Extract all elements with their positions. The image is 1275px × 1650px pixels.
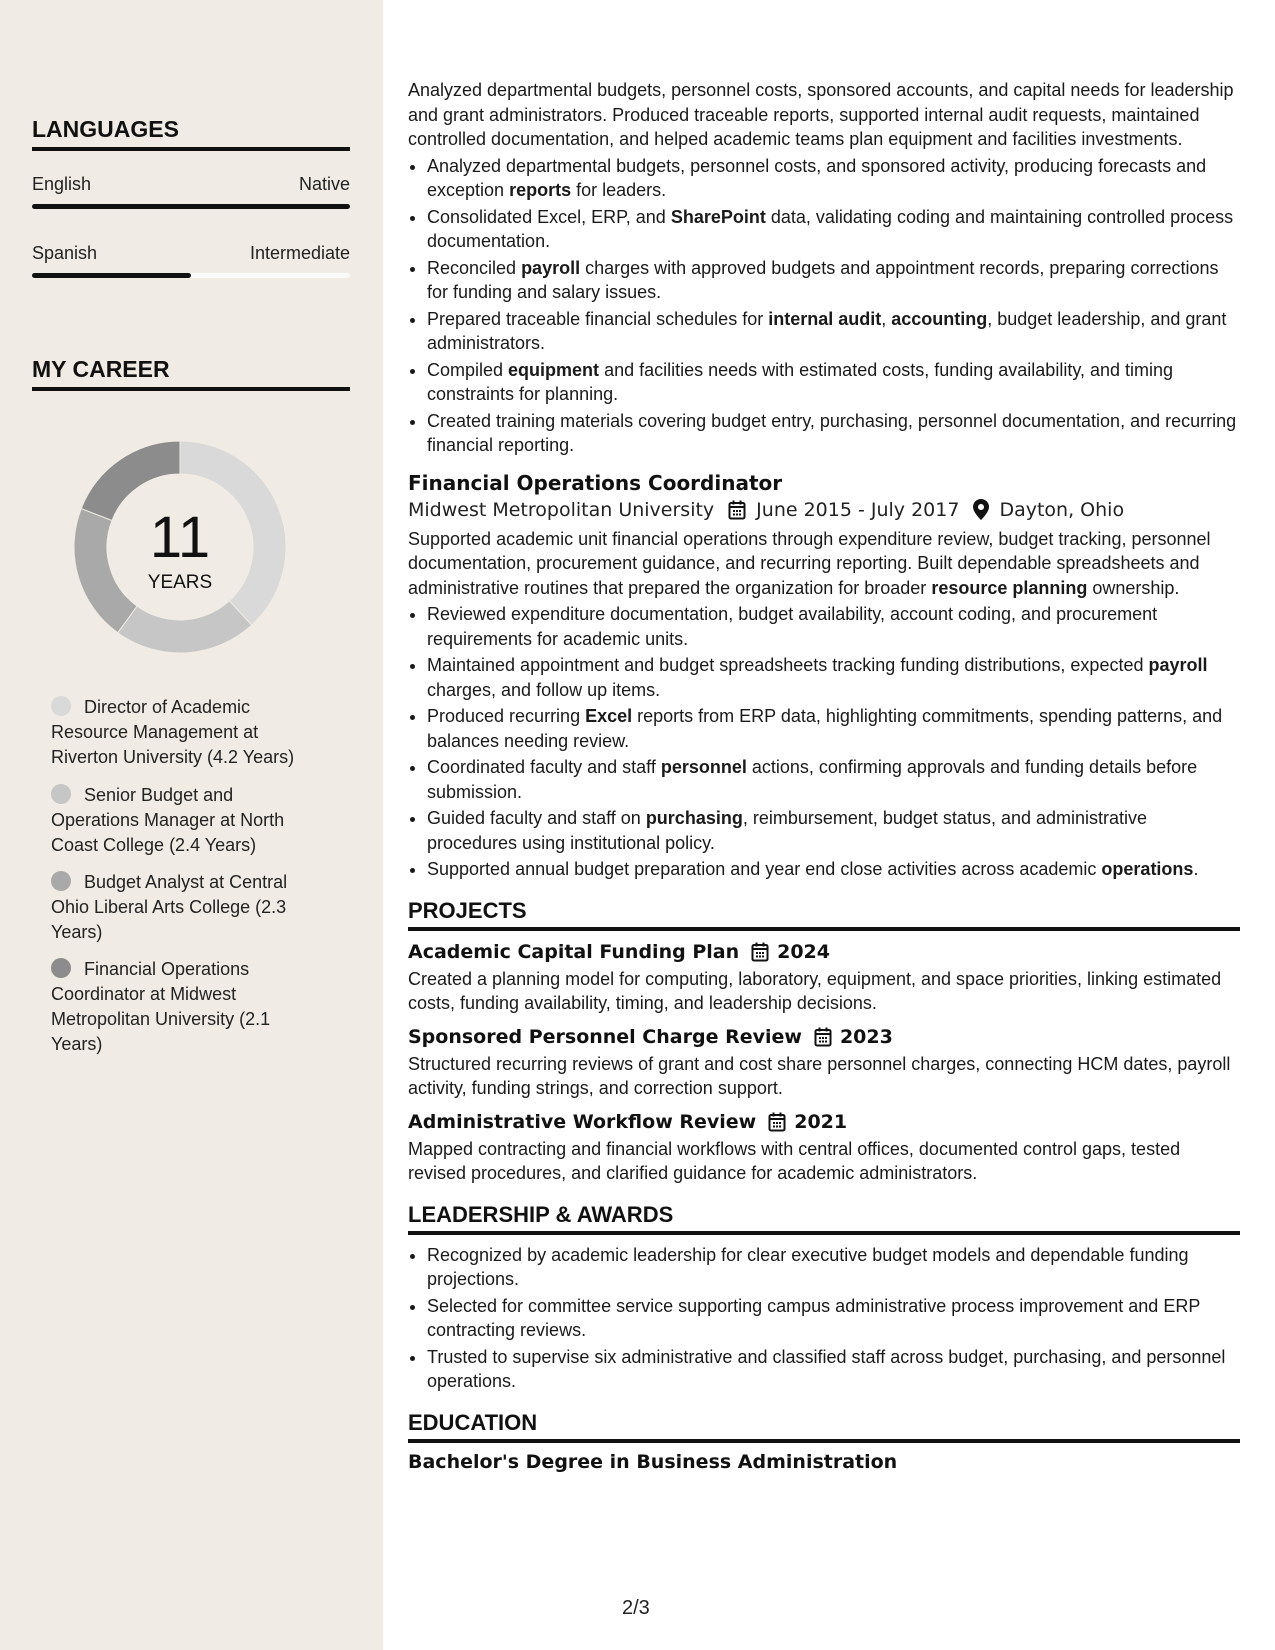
list-item: • Coordinated faculty and staff personnel actions, confirming approvals and funding details before submission. — [427, 755, 1240, 804]
language-bar-fill — [32, 204, 350, 209]
project-year: 2024 — [777, 940, 830, 963]
project-year: 2021 — [794, 1110, 848, 1133]
language-row-spanish — [32, 242, 350, 264]
career-legend-item — [51, 870, 311, 945]
job-location: Dayton, Ohio — [999, 498, 1125, 521]
list-item: • Consolidated Excel, ERP, and SharePoint data, validating coding and maintaining controlled process documentation. — [427, 205, 1240, 254]
legend-dot-icon — [51, 871, 71, 891]
career-donut-chart — [67, 434, 293, 660]
language-name: English — [32, 174, 92, 194]
leadership-heading: LEADERSHIP & AWARDS — [408, 1202, 1240, 1235]
language-level: Native — [298, 174, 350, 194]
donut-segment — [74, 509, 137, 633]
list-item: • Selected for committee service supporting campus administrative process improvement and ERP contracting reviews. — [427, 1294, 1240, 1343]
list-item: • Trusted to supervise six administrative and classified staff across budget, purchasing, and personnel operations. — [427, 1345, 1240, 1394]
education-degree: Bachelor's Degree in Business Administration — [408, 1450, 898, 1473]
donut-segment — [118, 601, 252, 653]
career-legend-item — [51, 957, 311, 1057]
list-item: • Reviewed expenditure documentation, budget availability, account coding, and procurement requirements for academic units. — [427, 602, 1240, 651]
project-description: Mapped contracting and financial workflows with central offices, documented control gaps, tested revised procedures, and clarified guidance for academic administrators. — [408, 1138, 1181, 1183]
leadership-bullets — [408, 1243, 1240, 1394]
education-heading: EDUCATION — [408, 1410, 1240, 1443]
career-legend-item — [51, 695, 311, 770]
calendar-icon — [728, 500, 746, 520]
legend-dot-icon — [51, 696, 71, 716]
project-heading — [408, 1111, 1240, 1133]
calendar-icon — [768, 1112, 786, 1132]
career-years-unit: YEARS — [147, 572, 213, 593]
language-row-english — [32, 173, 350, 195]
career-legend-item — [51, 783, 311, 858]
job-dates: June 2015 - July 2017 — [756, 498, 960, 521]
career-legend-label: Senior Budget and Operations Manager at North Coast College (2.4 Years) — [51, 785, 285, 855]
language-bar-fill — [32, 273, 191, 278]
calendar-icon — [814, 1027, 832, 1047]
project-name: Administrative Workflow Review — [408, 1110, 757, 1133]
career-total-years: 11 — [149, 505, 211, 570]
project-name: Sponsored Personnel Charge Review — [408, 1025, 802, 1048]
list-item: • Supported annual budget preparation and year end close activities across academic operations. — [427, 857, 1240, 882]
experience-bullets — [408, 154, 1240, 458]
languages-heading: LANGUAGES — [32, 117, 350, 151]
list-item: • Compiled equipment and facilities needs with estimated costs, funding availability, and timing constraints for planning. — [427, 358, 1240, 407]
language-level: Intermediate — [249, 243, 350, 263]
list-item: • Reconciled payroll charges with approved budgets and appointment records, preparing corrections for funding and salary issues. — [427, 256, 1240, 305]
legend-dot-icon — [51, 958, 71, 978]
location-pin-icon — [973, 499, 989, 520]
project-year: 2023 — [839, 1025, 893, 1048]
language-name: Spanish — [32, 243, 98, 263]
list-item: • Analyzed departmental budgets, personnel costs, and sponsored activity, producing forecasts and exception reports for leaders. — [427, 154, 1240, 203]
list-item: • Prepared traceable financial schedules for internal audit, accounting, budget leadership, and grant administrators. — [427, 307, 1240, 356]
project-name: Academic Capital Funding Plan — [408, 940, 740, 963]
project-description: Structured recurring reviews of grant and cost share personnel charges, connecting HCM dates, payroll activity, funding strings, and correction support. — [408, 1053, 1231, 1098]
project-description: Created a planning model for computing, laboratory, equipment, and space priorities, linking estimated costs, funding availability, timing, and leadership decisions. — [408, 968, 1222, 1013]
job-meta — [408, 499, 1240, 521]
job-title: Financial Operations Coordinator — [408, 470, 783, 495]
language-bar-spanish — [32, 273, 350, 278]
list-item: • Recognized by academic leadership for clear executive budget models and dependable funding projections. — [427, 1243, 1240, 1292]
legend-dot-icon — [51, 784, 71, 804]
project-heading — [408, 1026, 1240, 1048]
list-item: • Maintained appointment and budget spreadsheets tracking funding distributions, expected payroll charges, and follow up items. — [427, 653, 1240, 702]
projects-heading: PROJECTS — [408, 898, 1240, 931]
language-bar-english — [32, 204, 350, 209]
main-content — [408, 78, 1240, 1477]
page-number: 2/3 — [622, 1597, 650, 1619]
career-heading: MY CAREER — [32, 357, 350, 391]
job-bullets — [408, 602, 1240, 882]
job-company: Midwest Metropolitan University — [408, 498, 715, 521]
list-item: • Produced recurring Excel reports from ERP data, highlighting commitments, spending patterns, and balances needing review. — [427, 704, 1240, 753]
calendar-icon — [751, 942, 769, 962]
career-legend-label: Budget Analyst at Central Ohio Liberal Arts College (2.3 Years) — [51, 872, 288, 942]
project-heading — [408, 941, 1240, 963]
job-summary: Supported academic unit financial operations through expenditure review, budget tracking, personnel documentation, procurement guidance, and recurring reporting. Built dependable spreadsheets and administrative routines that prepared the organization for broader resource planning ownership. — [408, 528, 1211, 598]
list-item: • Created training materials covering budget entry, purchasing, personnel documentation, and recurring financial reporting. — [427, 409, 1240, 458]
career-legend-label: Director of Academic Resource Management at Riverton University (4.2 Years) — [51, 697, 295, 767]
experience-summary: Analyzed departmental budgets, personnel costs, sponsored accounts, and capital needs for leadership and grant administrators. Produced traceable reports, supported internal audit requests, maintained controlled documentation, and helped academic teams plan equipment and facilities investments. — [408, 80, 1234, 149]
sidebar — [0, 0, 383, 1650]
list-item: • Guided faculty and staff on purchasing, reimbursement, budget status, and administrative procedures using institutional policy. — [427, 806, 1240, 855]
career-legend-label: Financial Operations Coordinator at Midwest Metropolitan University (2.1 Years) — [51, 959, 271, 1054]
